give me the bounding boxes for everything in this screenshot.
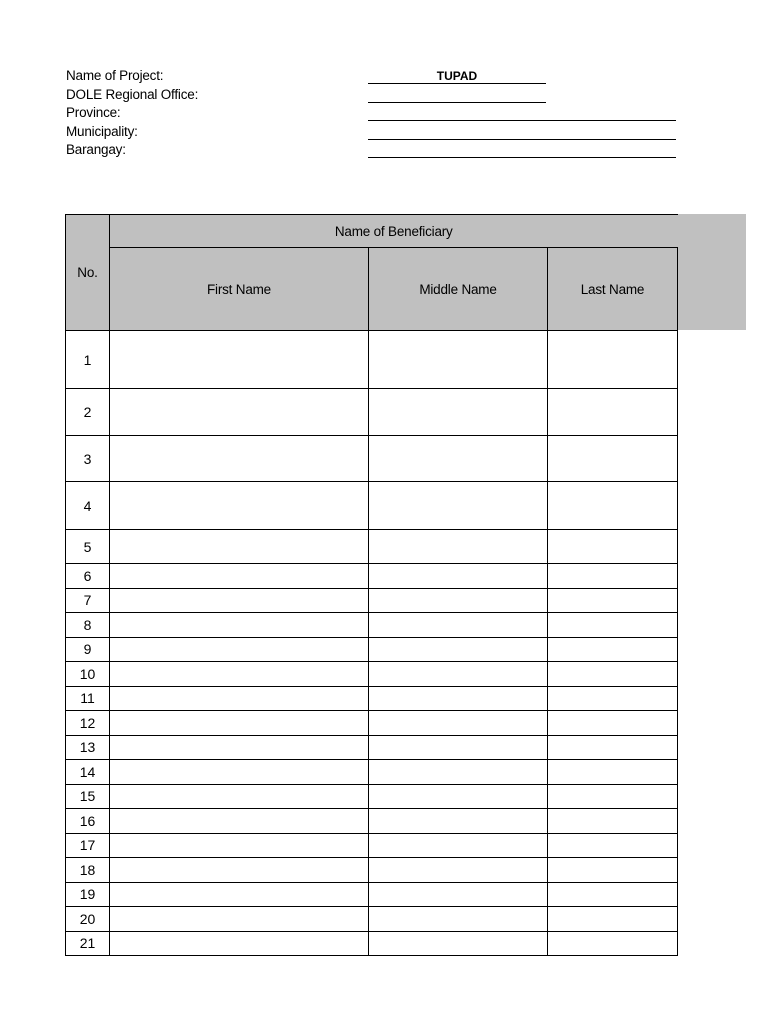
row-number: 16	[66, 809, 110, 834]
middle-name-cell[interactable]	[369, 907, 548, 932]
last-name-cell[interactable]	[548, 389, 678, 436]
first-name-cell[interactable]	[110, 735, 369, 760]
middle-name-cell[interactable]	[369, 331, 548, 389]
table-row	[66, 735, 678, 760]
first-name-cell[interactable]	[110, 711, 369, 736]
last-name-cell[interactable]	[548, 931, 678, 956]
row-number: 10	[66, 662, 110, 687]
regional-office-label: DOLE Regional Office:	[66, 86, 199, 102]
project-name-value: TUPAD	[436, 69, 478, 83]
row-number: 11	[66, 686, 110, 711]
last-name-cell[interactable]	[548, 588, 678, 613]
first-name-cell[interactable]	[110, 907, 369, 932]
row-number: 21	[66, 931, 110, 956]
last-name-cell[interactable]	[548, 637, 678, 662]
header-first-name: First Name	[110, 248, 369, 331]
middle-name-cell[interactable]	[369, 858, 548, 883]
first-name-cell[interactable]	[110, 662, 369, 687]
middle-name-cell[interactable]	[369, 809, 548, 834]
middle-name-cell[interactable]	[369, 662, 548, 687]
table-row	[66, 907, 678, 932]
table-row	[66, 530, 678, 564]
last-name-cell[interactable]	[548, 711, 678, 736]
province-line[interactable]	[368, 120, 676, 121]
last-name-cell[interactable]	[548, 436, 678, 482]
middle-name-cell[interactable]	[369, 882, 548, 907]
middle-name-cell[interactable]	[369, 436, 548, 482]
row-number: 17	[66, 833, 110, 858]
middle-name-cell[interactable]	[369, 613, 548, 638]
first-name-cell[interactable]	[110, 331, 369, 389]
province-label: Province:	[66, 105, 121, 120]
project-name-label: Name of Project:	[66, 68, 164, 83]
row-number: 9	[66, 637, 110, 662]
table-row	[66, 760, 678, 785]
table-row	[66, 331, 678, 389]
row-number: 15	[66, 784, 110, 809]
first-name-cell[interactable]	[110, 389, 369, 436]
last-name-cell[interactable]	[548, 784, 678, 809]
last-name-cell[interactable]	[548, 735, 678, 760]
last-name-cell[interactable]	[548, 882, 678, 907]
last-name-cell[interactable]	[548, 613, 678, 638]
row-number: 1	[66, 331, 110, 389]
last-name-cell[interactable]	[548, 907, 678, 932]
last-name-cell[interactable]	[548, 833, 678, 858]
row-number: 7	[66, 588, 110, 613]
last-name-cell[interactable]	[548, 662, 678, 687]
table-row	[66, 931, 678, 956]
last-name-cell[interactable]	[548, 482, 678, 530]
table-row	[66, 588, 678, 613]
table-row	[66, 833, 678, 858]
middle-name-cell[interactable]	[369, 735, 548, 760]
table-row	[66, 436, 678, 482]
row-number: 12	[66, 711, 110, 736]
row-number: 2	[66, 389, 110, 436]
municipality-label: Municipality:	[66, 123, 138, 139]
first-name-cell[interactable]	[110, 637, 369, 662]
first-name-cell[interactable]	[110, 784, 369, 809]
beneficiary-table	[65, 214, 678, 956]
middle-name-cell[interactable]	[369, 637, 548, 662]
barangay-line[interactable]	[368, 157, 676, 158]
row-number: 6	[66, 564, 110, 589]
first-name-cell[interactable]	[110, 588, 369, 613]
table-row	[66, 613, 678, 638]
last-name-cell[interactable]	[548, 564, 678, 589]
barangay-label: Barangay:	[66, 142, 126, 157]
first-name-cell[interactable]	[110, 564, 369, 589]
table-row	[66, 711, 678, 736]
row-number: 13	[66, 735, 110, 760]
row-number: 5	[66, 530, 110, 564]
middle-name-cell[interactable]	[369, 686, 548, 711]
table-row	[66, 564, 678, 589]
middle-name-cell[interactable]	[369, 760, 548, 785]
middle-name-cell[interactable]	[369, 389, 548, 436]
row-number: 8	[66, 613, 110, 638]
table-row	[66, 858, 678, 883]
first-name-cell[interactable]	[110, 858, 369, 883]
regional-office-line[interactable]	[368, 102, 546, 103]
table-body	[66, 331, 678, 956]
last-name-cell[interactable]	[548, 760, 678, 785]
first-name-cell[interactable]	[110, 882, 369, 907]
row-number: 20	[66, 907, 110, 932]
table-row	[66, 482, 678, 530]
table-row	[66, 637, 678, 662]
table-row	[66, 809, 678, 834]
first-name-cell[interactable]	[110, 482, 369, 530]
header-name-of-beneficiary: Name of Beneficiary	[110, 215, 678, 248]
first-name-cell[interactable]	[110, 833, 369, 858]
header-shading-extension	[676, 214, 746, 330]
last-name-cell[interactable]	[548, 809, 678, 834]
first-name-cell[interactable]	[110, 686, 369, 711]
table-row	[66, 882, 678, 907]
middle-name-cell[interactable]	[369, 588, 548, 613]
row-number: 14	[66, 760, 110, 785]
middle-name-cell[interactable]	[369, 833, 548, 858]
header-no: No.	[66, 215, 110, 331]
row-number: 3	[66, 436, 110, 482]
municipality-line[interactable]	[368, 139, 676, 140]
last-name-cell[interactable]	[548, 858, 678, 883]
last-name-cell[interactable]	[548, 530, 678, 564]
table-row	[66, 389, 678, 436]
row-number: 18	[66, 858, 110, 883]
header-last-name: Last Name	[548, 248, 678, 331]
table-row	[66, 784, 678, 809]
project-name-line[interactable]	[368, 83, 546, 84]
row-number: 19	[66, 882, 110, 907]
table-row	[66, 662, 678, 687]
first-name-cell[interactable]	[110, 809, 369, 834]
middle-name-cell[interactable]	[369, 931, 548, 956]
first-name-cell[interactable]	[110, 931, 369, 956]
table-row	[66, 686, 678, 711]
last-name-cell[interactable]	[548, 331, 678, 389]
middle-name-cell[interactable]	[369, 530, 548, 564]
middle-name-cell[interactable]	[369, 784, 548, 809]
first-name-cell[interactable]	[110, 436, 369, 482]
first-name-cell[interactable]	[110, 760, 369, 785]
middle-name-cell[interactable]	[369, 711, 548, 736]
header-middle-name: Middle Name	[369, 248, 548, 331]
first-name-cell[interactable]	[110, 530, 369, 564]
middle-name-cell[interactable]	[369, 482, 548, 530]
last-name-cell[interactable]	[548, 686, 678, 711]
row-number: 4	[66, 482, 110, 530]
first-name-cell[interactable]	[110, 613, 369, 638]
middle-name-cell[interactable]	[369, 564, 548, 589]
